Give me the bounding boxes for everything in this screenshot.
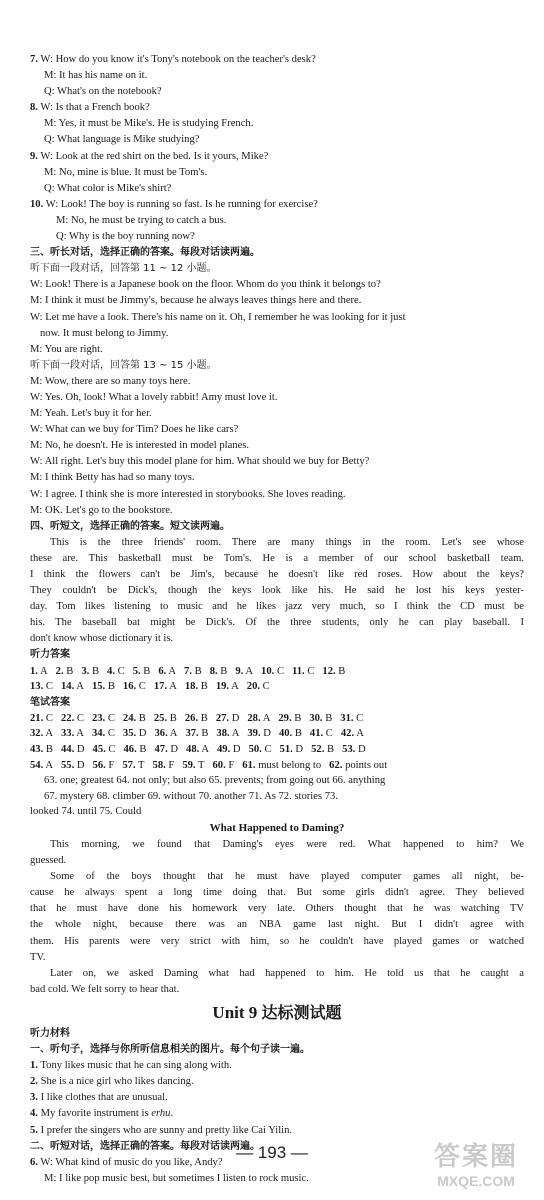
page-number: — 193 — <box>236 1143 308 1162</box>
dialog-line <box>30 149 524 165</box>
unit-title <box>30 1000 524 1026</box>
dialog-line <box>30 52 524 68</box>
answer-item: 33. A <box>60 728 84 740</box>
answer-item: 8. B <box>209 665 228 677</box>
dialog-text: W: Look! The boy is running so fast. Is he running for exercise? <box>45 198 318 210</box>
dialog-text: W: What kind of music do you like, Andy? <box>40 1156 223 1168</box>
dialog-line: M: Yeah. Let's buy it for her. <box>30 408 152 420</box>
answer-item: 3. B <box>81 665 100 677</box>
dialog-text: Q: What's on the notebook? <box>44 86 162 98</box>
essay-line: bad cold. We felt sorry to hear that. <box>30 983 180 995</box>
dialog-text: W: Is that a French book? <box>40 102 150 114</box>
answer-item: 6. A <box>158 665 177 677</box>
item-number: 5. <box>30 1124 38 1136</box>
section-2-heading: 二、听短对话，选择正确的答案。每段对话读两遍。 <box>30 1140 260 1152</box>
answer-item: 24. B <box>122 712 146 724</box>
dialog-text: Q: What color is Mike's shirt? <box>44 182 172 194</box>
answer-item: 42. A <box>340 728 364 740</box>
dialog-text: M: Yes, it must be Mike's. He is studying French. <box>44 118 254 130</box>
unit-title-en: Unit 9 <box>212 1002 258 1022</box>
fill-answer-line: looked 74. until 75. Could <box>30 806 142 818</box>
fill-in-answers <box>30 773 524 820</box>
listening-answers <box>30 664 524 695</box>
passage-line: these are. This basketball must be Tom's. He is a member of our school basketball team. <box>30 552 524 564</box>
dialog-line <box>30 116 524 132</box>
dialog-line <box>30 181 524 197</box>
dialog-text: Q: What language is Mike studying? <box>44 134 200 146</box>
dialog-line <box>30 165 524 181</box>
answer-item: 58. F <box>152 759 175 771</box>
answer-item: 34. C <box>91 728 115 740</box>
answer-item: 36. A <box>154 728 178 740</box>
section-3-subheading-1: 听下面一段对话，回答第 11 ~ 12 小题。 <box>30 263 217 275</box>
essay-line: This morning, we found that Daming's eyes were red. What happened to him? We <box>50 839 524 850</box>
answer-item: 56. F <box>92 759 115 771</box>
answer-item: 1. A <box>30 665 48 677</box>
answer-row <box>30 742 524 758</box>
answer-item: 48. A <box>186 744 209 756</box>
item-number: 6. <box>30 1156 38 1168</box>
written-answers <box>30 711 524 773</box>
dialog-line <box>30 197 524 213</box>
essay-line: them. His parents were very strict with him, so he couldn't have played games or watched <box>30 935 524 947</box>
answer-item: 23. C <box>91 712 115 724</box>
answer-item: 5. B <box>132 665 151 677</box>
dialog-group-7-10 <box>30 52 524 245</box>
dialog-line: W: Let me have a look. There's his name on it. Oh, I remember he was looking for it just <box>30 311 406 323</box>
item-number: 3. <box>30 1092 38 1104</box>
answer-item: 2. B <box>55 665 74 677</box>
section-3-heading: 三、听长对话，选择正确的答案。每段对话读两遍。 <box>30 247 260 259</box>
answer-item: 17. A <box>153 681 177 693</box>
dialog-line: M: I think it must be Jimmy's, because he always leaves things here and there. <box>30 295 362 307</box>
essay-line: Later on, we asked Daming what had happened to him. He told us that he caught a <box>50 967 524 979</box>
dialog-line <box>30 229 524 245</box>
unit-title-cn: 达标测试题 <box>261 1002 342 1022</box>
answer-item: 55. D <box>60 759 85 771</box>
item-number: 4. <box>30 1108 38 1120</box>
answer-item: 31. C <box>340 712 364 724</box>
answer-item: 19. A <box>215 681 239 693</box>
answer-item: 54. A <box>30 759 53 771</box>
answer-item: 27. D <box>215 712 240 724</box>
answer-item: 26. B <box>184 712 208 724</box>
section-1-heading: 一、听句子，选择与你所听信息相关的图片。每个句子读一遍。 <box>30 1044 310 1056</box>
dialog-text: M: It has his name on it. <box>44 70 148 82</box>
sentence-emphasis: erhu <box>151 1108 171 1120</box>
answer-item: 45. C <box>92 744 116 756</box>
sample-essay <box>30 837 524 998</box>
item-number: 9. <box>30 150 38 162</box>
answer-item: 52. B <box>311 744 335 756</box>
dialog-text: M: No, he must be trying to catch a bus. <box>56 214 227 226</box>
dialog-line: M: You are right. <box>30 343 103 355</box>
dialog-line: now. It must belong to Jimmy. <box>40 327 169 339</box>
answer-item: 39. D <box>247 728 271 740</box>
answer-item: 15. B <box>91 681 115 693</box>
answer-item: 30. B <box>309 712 333 724</box>
dialog-line: W: All right. Let's buy this model plane for him. What should we buy for Betty? <box>30 456 370 468</box>
passage-line: day. Tom likes listening to music and he likes jazz very much, so I think the CD must be <box>30 601 524 613</box>
dialog-line <box>30 100 524 116</box>
answer-item: 60. F <box>212 759 235 771</box>
fill-answer-line: 63. one; greatest 64. not only; but also 65. prevents; from going out 66. anything <box>44 775 386 787</box>
essay-line: that he must have done his homework very late. Others thought that he was watching TV <box>30 903 524 915</box>
dialog-line: W: What can we buy for Tim? Does he like cars? <box>30 424 239 436</box>
answer-item: 51. D <box>279 744 304 756</box>
answer-item: 25. B <box>153 712 177 724</box>
sentence-text: Tony likes music that he can sing along with. <box>40 1060 232 1072</box>
answer-item: 41. C <box>309 728 333 740</box>
answer-item: 10. C <box>261 665 285 677</box>
answer-item: 50. C <box>248 744 272 756</box>
dialog-line <box>30 213 524 229</box>
dialog-line: M: OK. Let's go to the bookstore. <box>30 504 173 516</box>
section-4-heading: 四、听短文，选择正确的答案。短文读两遍。 <box>30 520 230 532</box>
sentence-line <box>30 1090 524 1106</box>
sentence-tail: . <box>170 1108 174 1120</box>
dialog-text: W: How do you know it's Tony's notebook on the teacher's desk? <box>40 54 316 65</box>
watermark-logo: 答案圈 <box>433 1142 518 1172</box>
answer-item: 28. A <box>247 712 271 724</box>
dialog-line: M: No, he doesn't. He is interested in model planes. <box>30 440 250 452</box>
answer-item: 16. C <box>122 681 146 693</box>
dialog-line <box>30 84 524 100</box>
answer-item: 62. points out <box>329 759 388 771</box>
dialog-line <box>30 68 524 84</box>
item-number: 10. <box>30 198 44 210</box>
listening-passage <box>30 535 524 648</box>
item-number: 1. <box>30 1060 38 1072</box>
answer-item: 61. must belong to <box>242 759 322 771</box>
answer-item: 47. D <box>154 744 179 756</box>
dialog-13-15 <box>30 374 524 519</box>
essay-line: guessed. <box>30 855 67 867</box>
answer-item: 59. T <box>182 759 205 771</box>
answer-row <box>30 711 524 727</box>
answer-item: 38. A <box>216 728 240 740</box>
materials-heading: 听力材料 <box>30 1027 70 1039</box>
sentence-line <box>30 1106 524 1122</box>
answer-item: 9. A <box>235 665 254 677</box>
answer-row <box>30 664 524 680</box>
answer-item: 12. B <box>322 665 346 677</box>
dialog-line: M: Wow, there are so many toys here. <box>30 375 191 387</box>
listening-answers-heading: 听力答案 <box>30 649 70 661</box>
essay-title: What Happened to Daming? <box>209 822 345 834</box>
answer-item: 7. B <box>184 665 202 677</box>
answer-item: 13. C <box>30 681 53 693</box>
answer-item: 11. C <box>292 665 315 677</box>
dialog-11-12 <box>30 277 524 357</box>
section-3-subheading-2: 听下面一段对话，回答第 13 ~ 15 小题。 <box>30 359 217 371</box>
fill-answer-line: 67. mystery 68. climber 69. without 70. another 71. As 72. stories 73. <box>44 790 338 802</box>
answer-item: 18. B <box>184 681 208 693</box>
sentence-text: She is a nice girl who likes dancing. <box>40 1076 194 1088</box>
watermark-url: MXQE.COM <box>437 1173 515 1189</box>
answer-page <box>30 52 524 1187</box>
answer-item: 20. C <box>246 681 270 693</box>
answer-item: 14. A <box>60 681 84 693</box>
dialog-text: M: I like pop music best, but sometimes I listen to rock music. <box>44 1172 309 1184</box>
answer-item: 37. B <box>185 728 209 740</box>
sentence-text: I like clothes that are unusual. <box>40 1092 168 1104</box>
dialog-line <box>30 132 524 148</box>
site-watermark <box>416 1136 536 1194</box>
answer-row <box>30 758 524 774</box>
dialog-line: M: I think Betty has had so many toys. <box>30 472 195 484</box>
answer-item: 4. C <box>107 665 125 677</box>
written-answers-heading: 笔试答案 <box>30 696 70 708</box>
essay-line: Some of the boys thought that he must have played computer games all night, be- <box>50 871 524 883</box>
answer-item: 40. B <box>278 728 302 740</box>
dialog-text: M: No, mine is blue. It must be Tom's. <box>44 166 208 178</box>
answer-item: 44. D <box>60 744 85 756</box>
dialog-text: W: Look at the red shirt on the bed. Is it yours, Mike? <box>40 150 269 162</box>
item-number: 8. <box>30 102 38 114</box>
passage-line: I think the flowers can't be Jim's, because he doesn't like red roses. How about the keys? <box>30 569 524 580</box>
sentence-text: I prefer the singers who are sunny and pretty like Cai Yilin. <box>40 1124 293 1136</box>
answer-item: 43. B <box>30 744 53 756</box>
passage-line: don't know whose dictionary it is. <box>30 633 174 645</box>
answer-item: 21. C <box>30 712 53 724</box>
answer-item: 29. B <box>278 712 302 724</box>
answer-item: 46. B <box>123 744 147 756</box>
sentence-line <box>30 1058 524 1074</box>
answer-row <box>30 679 524 695</box>
answer-item: 53. D <box>342 744 366 756</box>
passage-line: They couldn't be Dick's, though the keys look like his. He said he lost his keys yester- <box>30 585 524 597</box>
item-number: 2. <box>30 1076 38 1088</box>
sentence-line <box>30 1074 524 1090</box>
essay-line: cause he always spent a long time doing that. But some girls didn't agree. They believed <box>30 887 524 899</box>
passage-line: his. The baseball bat might be Dick's. Of the three students, only he can play baseball. I <box>30 617 524 629</box>
listening-sentences <box>30 1058 524 1138</box>
essay-line: TV. <box>30 951 46 963</box>
passage-line: This is the three friends' room. There are many things in the room. Let's see whose <box>50 536 524 548</box>
answer-item: 32. A <box>30 728 53 740</box>
dialog-line: W: Yes. Oh, look! What a lovely rabbit! Amy must love it. <box>30 391 278 403</box>
dialog-line: W: I agree. I think she is more interested in storybooks. She loves reading. <box>30 488 346 500</box>
answer-item: 22. C <box>60 712 84 724</box>
item-number: 7. <box>30 54 38 65</box>
dialog-line: W: Look! There is a Japanese book on the floor. Whom do you think it belongs to? <box>30 279 381 291</box>
sentence-text: My favorite instrument is <box>40 1108 152 1120</box>
essay-line: the whole night, because there was an NBA game last night. But I didn't agree with <box>30 919 524 931</box>
dialog-text: Q: Why is the boy running now? <box>56 231 195 243</box>
answer-row <box>30 726 524 742</box>
answer-item: 49. D <box>217 744 241 756</box>
answer-item: 57. T <box>122 759 145 771</box>
answer-item: 35. D <box>122 728 147 740</box>
